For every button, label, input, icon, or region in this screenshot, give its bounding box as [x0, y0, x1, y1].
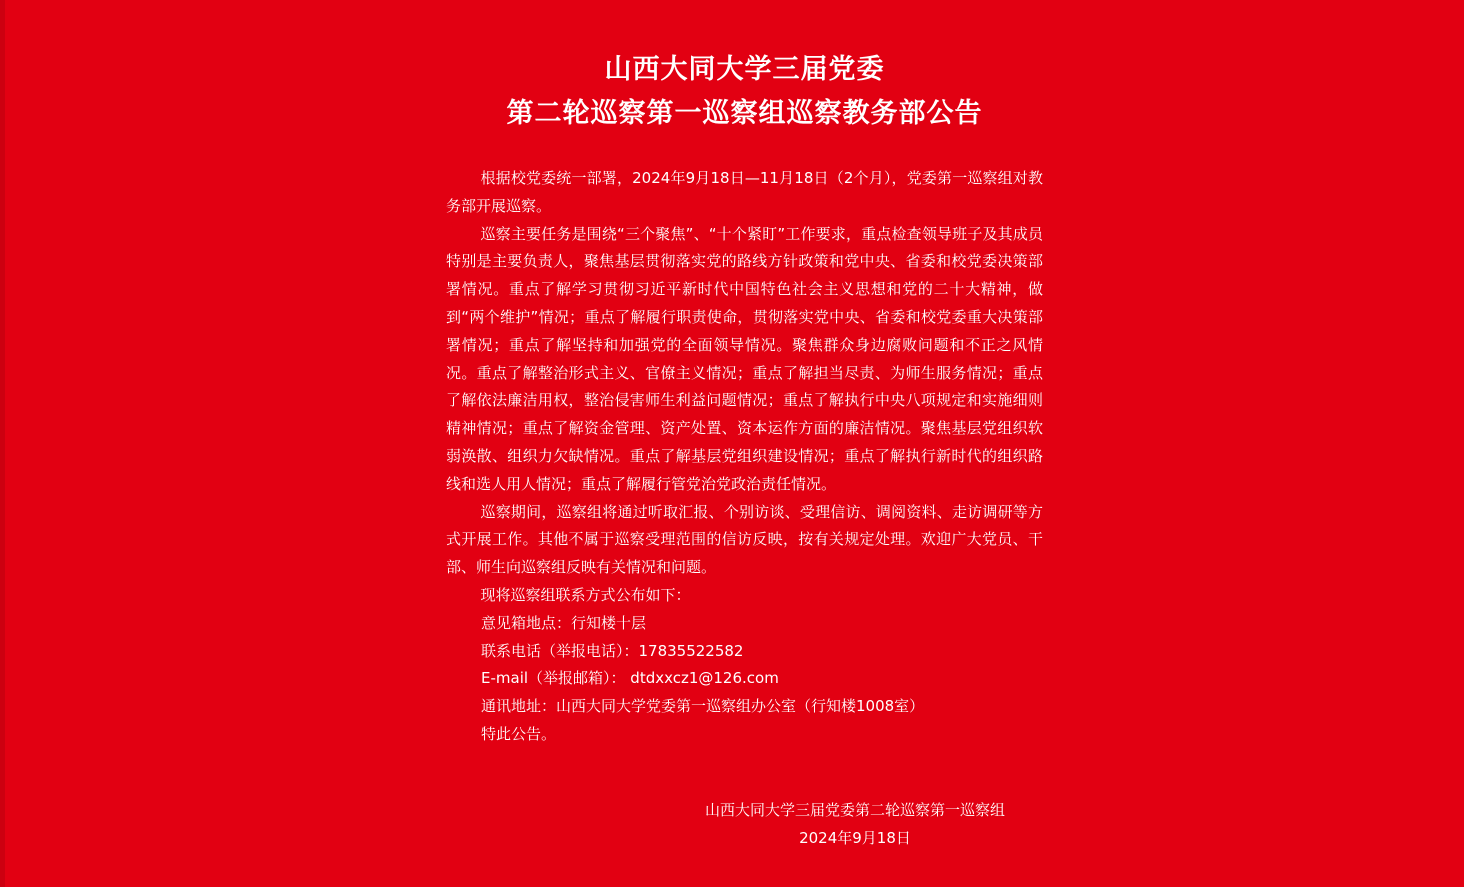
signature-block [655, 796, 1055, 852]
title-line-2: 第二轮巡察第一巡察组巡察教务部公告 [506, 98, 983, 129]
paragraph-main-tasks: 巡察主要任务是围绕“三个聚焦”、“十个紧盯”工作要求，重点检查领导班子及其成员特别是主要负责人，聚焦基层贯彻落实党的路线方针政策和党中央、省委和校党委决策部署情况。重点了解学习贯彻习近平新时代中国特色社会主义思想和党的二十大精神，做到“两个维护”情况；重点了解履行职责使命，贯彻落实党中央、省委和校党委重大决策部署情况；重点了解坚持和加强党的全面领导情况。聚焦群众身边腐败问题和不正之风情况。重点了解整治形式主义、官僚主义情况；重点了解担当尽责、为师生服务情况；重点了解依法廉洁用权，整治侵害师生利益问题情况；重点了解执行中央八项规定和实施细则精神情况；重点了解资金管理、资产处置、资本运作方面的廉洁情况。聚焦基层党组织软弱涣散、组织力欠缺情况。重点了解基层党组织建设情况；重点了解执行新时代的组织路线和选人用人情况；重点了解履行管党治党政治责任情况。 [446, 224, 1043, 493]
paragraph-contact-intro: 现将巡察组联系方式公布如下： [480, 585, 691, 604]
contact-phone: 联系电话（举报电话）：17835522582 [481, 641, 744, 660]
title-line-1: 山西大同大学三届党委 [604, 54, 885, 85]
paragraph-schedule: 根据校党委统一部署，2024年9月18日—11月18日（2个月），党委第一巡察组对教务部开展巡察。 [446, 169, 1043, 215]
closing-line: 特此公告。 [481, 724, 557, 743]
announcement [446, 48, 1043, 749]
announcement-title [446, 48, 1043, 136]
contact-address: 通讯地址：山西大同大学党委第一巡察组办公室（行知楼1008室） [481, 697, 925, 716]
contact-mailbox: 意见箱地点：行知楼十层 [481, 613, 647, 632]
signature-org: 山西大同大学三届党委第二轮巡察第一巡察组 [704, 801, 1005, 819]
left-edge-strip [0, 0, 5, 887]
signature-date: 2024年9月18日 [799, 829, 911, 847]
contact-email: E-mail（举报邮箱）： dtdxxcz1@126.com [481, 669, 779, 688]
paragraph-methods: 巡察期间，巡察组将通过听取汇报、个别访谈、受理信访、调阅资料、走访调研等方式开展工作。其他不属于巡察受理范围的信访反映，按有关规定处理。欢迎广大党员、干部、师生向巡察组反映有关情况和问题。 [446, 502, 1043, 577]
announcement-body [446, 165, 1043, 749]
